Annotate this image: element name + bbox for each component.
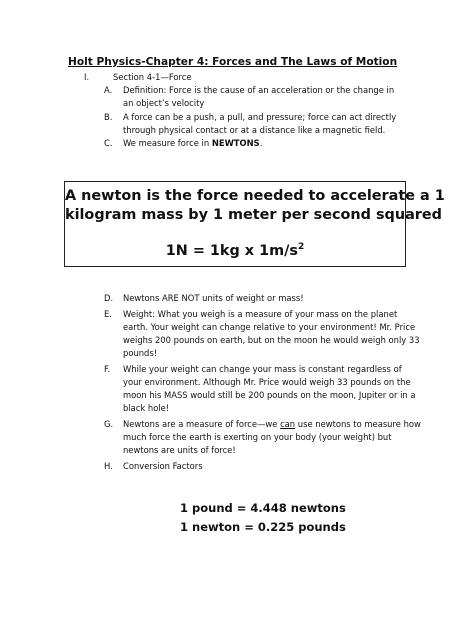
item-marker: A. <box>104 85 113 96</box>
item-text: Conversion Factors <box>123 461 203 471</box>
outline-item-c <box>84 137 404 150</box>
section-heading <box>84 71 404 84</box>
document-title: Holt Physics-Chapter 4: Forces and The Laws of Motion <box>68 56 398 68</box>
item-text-after: use newtons to measure how much force the earth is exerting on your body (your weight) but newtons are units of force! <box>123 419 421 456</box>
item-marker: F. <box>104 363 111 374</box>
conversion-factors <box>180 499 400 537</box>
item-text-before: Newtons are a measure of force—we <box>123 419 281 429</box>
item-marker: G. <box>104 419 114 429</box>
outline-top <box>84 71 404 150</box>
outline-item-a <box>84 84 404 110</box>
outline-item-h <box>104 460 422 473</box>
item-text: A force can be a push, a pull, and pressure; force can act directly through physical contact or at a distance like a magnetic field. <box>123 111 397 135</box>
item-marker: C. <box>104 138 113 149</box>
item-marker: E. <box>104 308 112 319</box>
outline-item-f <box>104 363 422 416</box>
definition-line-2: kilogram mass by 1 meter per second squared <box>65 207 442 223</box>
conversion-newton-to-pounds: 1 newton = 0.225 pounds <box>180 520 346 534</box>
conversion-pound-to-newtons: 1 pound = 4.448 newtons <box>180 501 346 515</box>
item-text: While your weight can change your mass is constant regardless of your environment. Although Mr. Price would weigh 33 pounds on the moon his MASS would still be 200 pounds on the moon, Jupiter or in a black hole! <box>123 363 416 414</box>
section-marker: I. <box>84 72 90 82</box>
outline-bottom <box>104 292 422 476</box>
item-marker: D. <box>104 293 114 303</box>
newton-formula <box>65 242 405 259</box>
item-text-before: We measure force in <box>123 138 212 149</box>
item-text: Newtons ARE NOT units of weight or mass! <box>123 293 304 303</box>
outline-item-d <box>104 292 422 305</box>
item-text-after: . <box>259 138 263 149</box>
outline-item-g <box>104 418 422 458</box>
outline-item-b <box>84 111 404 137</box>
formula-exponent: 2 <box>297 242 305 252</box>
item-text <box>123 137 404 150</box>
formula-text: 1N = 1kg x 1m/s <box>165 242 298 259</box>
item-marker: H. <box>104 461 113 471</box>
item-text: Weight: What you weigh is a measure of your mass on the planet earth. Your weight can change relative to your environment! Mr. Price weighs 200 pounds on earth, but on the moon he would weigh only 33 pounds! <box>123 308 420 359</box>
can-emphasis: can <box>280 419 296 429</box>
outline-item-e <box>104 308 422 361</box>
definition-box <box>64 181 445 267</box>
newtons-emphasis: NEWTONS <box>211 138 260 149</box>
item-text: Definition: Force is the cause of an acceleration or the change in an object’s velocity <box>123 85 395 109</box>
item-text <box>123 418 422 458</box>
definition-line-1: A newton is the force needed to accelerate a 1 <box>65 188 445 204</box>
item-marker: B. <box>104 111 113 122</box>
section-text: Section 4-1—Force <box>113 72 192 82</box>
